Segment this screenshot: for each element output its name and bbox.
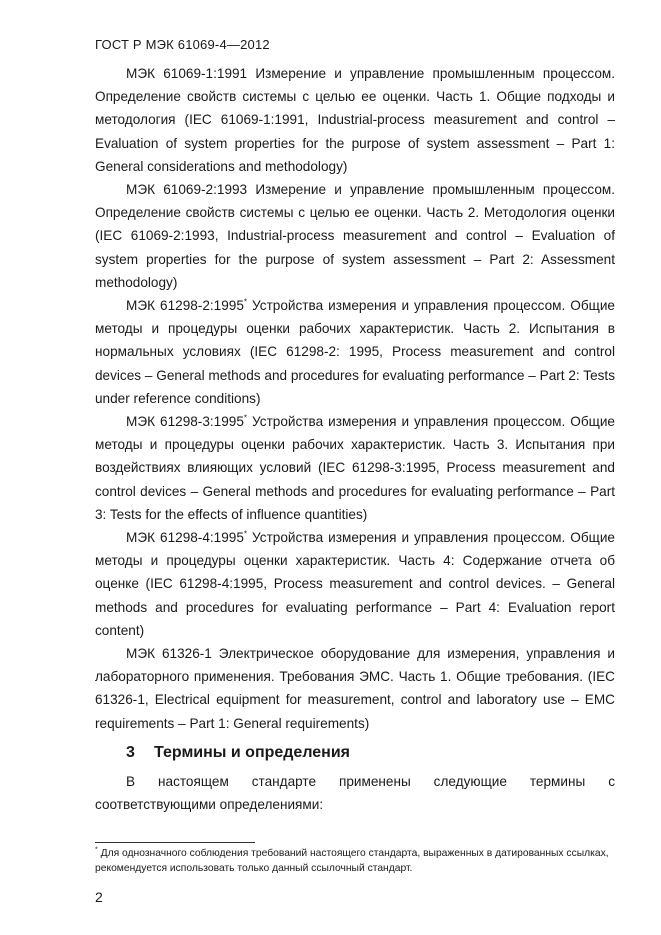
reference-text: Устройства измерения и управления процессом. Общие методы и процедуры оценки рабочих характеристик. Часть 2. Испытания в нормальных условиях (IEC 61298-2: 1995, Process measurement and control devices – General methods and procedures for evaluating performance – Part 2: Tests under reference conditions): [95, 298, 615, 406]
reference-code: МЭК 61298-3:1995: [126, 414, 244, 430]
section-title: Термины и определения: [154, 744, 351, 761]
footnote-marker: *: [95, 846, 98, 854]
footnote-divider: [95, 842, 255, 843]
footnote-marker: *: [243, 297, 248, 307]
reference-text: МЭК 61069-2:1993 Измерение и управление промышленным процессом. Определение свойств системы с целью ее оценки. Часть 2. Методология оценки (IEC 61069-2:1993, Industrial-process measurement and control – Evaluation of system properties for the purpose of system assessment – Part 2: Assessment methodology): [95, 182, 615, 290]
section-heading: [95, 742, 615, 764]
footnote-marker: *: [243, 413, 248, 423]
reference-text: МЭК 61326-1 Электрическое оборудование для измерения, управления и лабораторного применения. Требования ЭМС. Часть 1. Общие требования. (IEC 61326-1, Electrical equipment for measurement, control and laboratory use – EMC requirements – Part 1: General requirements): [95, 646, 615, 731]
reference-item: [95, 642, 615, 735]
footnote-text: Для однозначного соблюдения требований настоящего стандарта, выраженных в датированных ссылках, рекомендуется использовать только данный ссылочный стандарт.: [95, 848, 609, 874]
reference-item: [95, 526, 615, 642]
footnote-marker: *: [243, 529, 248, 539]
reference-code: МЭК 61298-2:1995: [126, 298, 244, 314]
footnote: [95, 846, 615, 876]
document-header: ГОСТ Р МЭК 61069-4—2012: [95, 37, 270, 52]
page-number: 2: [95, 889, 103, 905]
reference-text: Устройства измерения и управления процессом. Общие методы и процедуры оценки рабочих характеристик. Часть 3. Испытания при воздействиях влияющих условий (IEC 61298-3:1995, Process measurement and control devices – General methods and procedures for evaluating performance – Part 3: Tests for the effects of influence quantities): [95, 414, 615, 522]
reference-item: [95, 294, 615, 410]
section-intro: В настоящем стандарте применены следующие термины с соответствующими определениями:: [95, 774, 615, 813]
reference-text: Устройства измерения и управления процессом. Общие методы и процедуры оценки характеристик. Часть 4: Содержание отчета об оценке (IEC 61298-4:1995, Process measurement and control devices. – General methods and procedures for evaluating performance – Part 4: Evaluation report content): [95, 530, 615, 638]
reference-item: [95, 62, 615, 178]
section-terms: [95, 742, 615, 816]
section-number: 3: [126, 744, 135, 761]
reference-item: [95, 410, 615, 526]
reference-text: МЭК 61069-1:1991 Измерение и управление промышленным процессом. Определение свойств системы с целью ее оценки. Часть 1. Общие подходы и методология (IEC 61069-1:1991, Industrial-process measurement and control – Evaluation of system properties for the purpose of system assessment – Part 1: General considerations and methodology): [95, 66, 615, 174]
reference-code: МЭК 61298-4:1995: [126, 530, 244, 546]
normative-references: [95, 62, 615, 735]
reference-item: [95, 178, 615, 294]
